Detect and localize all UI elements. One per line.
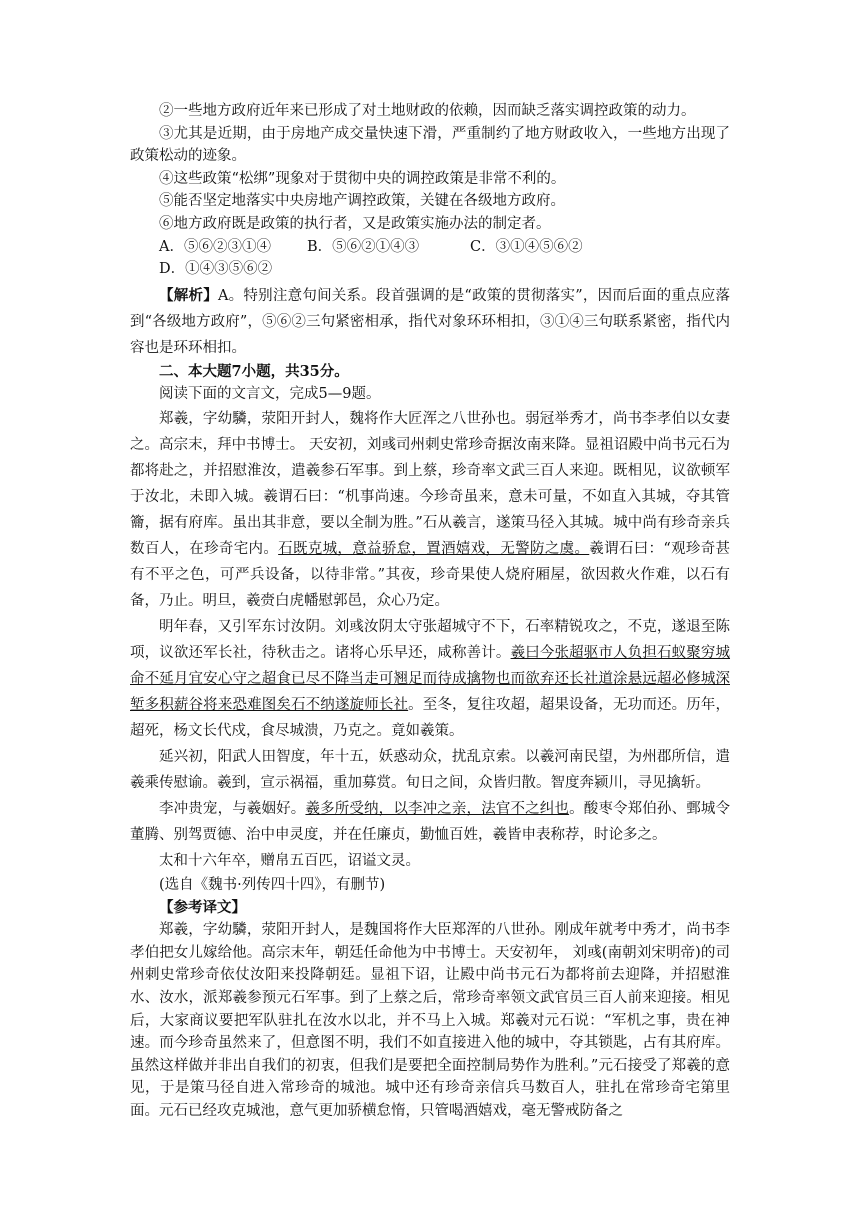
translation-text: 郑羲，字幼驎，荥阳开封人，是魏国将作大臣郑浑的八世孙。刚成年就考中秀才，尚书李孝伯把女儿嫁给他。高宗末年，朝廷任命他为中书博士。天安初年， 刘彧(南朝刘宋明帝)的司州刺史常珍奇依仗汝阳来投降朝廷。显祖下诏，让殿中尚书元石为都将前去迎降，并招慰淮水、汝水，派郑羲参预元石军事。到了上蔡之后，常珍奇率领文武官员三百人前来迎接。相见后，大家商议要把军队驻扎在汝水以北，并不马上入城。郑羲对元石说：“军机之事，贵在神速。而今珍奇虽然来了，但意图不明，我们不如直接进入他的城中，夺其锁匙，占有其府库。虽然这样做并非出自我们的初衷，但我们是要把全面控制局势作为胜利。”元石接受了郑羲的意见，于是策马径自进入常珍奇的城池。城中还有珍奇亲信兵马数百人，驻扎在常珍奇宅第里面。元石已经攻克城池，意气更加骄横怠惰，只管喝酒嬉戏，毫无警戒防备之	[130, 922, 730, 1119]
passage-paragraph-2	[130, 614, 730, 744]
passage-text: 明年春，又引军东讨汝阴。刘彧汝阴太守张超城守不下，石率精锐攻之，不克，遂退至陈项，议欲还军长社，待秋击之。诸将心乐早还，咸称善计。	[130, 618, 730, 661]
sentence-5: ⑤能否坚定地落实中央房地产调控政策，关键在各级地方政府。	[159, 193, 565, 210]
analysis	[130, 283, 730, 361]
passage-text: 羲谓石曰：“观珍奇甚有不平之色，可严兵设备，以待非常。”其夜，珍奇果使人烧府厢屋，欲因救火作难，以石有备，乃止。明旦，羲赍白虎幡慰郭邑，众心乃定。	[130, 540, 731, 609]
translation-label: 【参考译文】	[159, 898, 246, 916]
underlined-sentence-3: 羲多所受纳，以李冲之亲，法官不之纠也	[305, 800, 570, 817]
option-d: D．①④③⑤⑥②	[159, 261, 273, 278]
analysis-text: A。特别注意句间关系。段首强调的是“政策的贯彻落实”，因而后面的重点应落到“各级地方政府”，⑤⑥②三句紧密相承，指代对象环环相扣，③①④三句联系紧密，指代内容也是环环相扣。	[130, 287, 731, 356]
passage-text: 。至冬，复往攻超，超果设备，无功而还。历年，超死，杨文长代戍，食尽城溃，乃克之。竟如羲策。	[130, 696, 731, 739]
passage-text: 。酸枣令郑伯孙、鄄城令董腾、别驾贾德、治中申灵度，并在任廉贞，勤恤百姓，羲皆申表称荐，时论多之。	[130, 800, 731, 843]
sentence-3: ③尤其是近期，由于房地产成交量快速下滑，严重制约了地方财政收入，一些地方出现了政策松动的迹象。	[130, 125, 730, 165]
passage-paragraph-3: 延兴初，阳武人田智度，年十五，妖惑动众，扰乱京索。以羲河南民望，为州郡所信，遣羲乘传慰谕。羲到，宣示祸福，重加募赏。旬日之间，众皆归散。智度奔颍川，寻见擒斩。	[130, 748, 730, 791]
passage-paragraph-5: 太和十六年卒，赠帛五百匹，诏谥文灵。	[159, 852, 420, 869]
answer-options	[130, 236, 730, 281]
sentence-2: ②一些地方政府近年来已形成了对土地财政的依赖，因而缺乏落实调控政策的动力。	[159, 103, 696, 119]
passage-text: 李冲贵宠，与羲姻好。	[159, 800, 306, 817]
document-page	[130, 100, 730, 1122]
option-c: C．③①④⑤⑥②	[470, 238, 583, 255]
underlined-sentence-2: 羲曰今张超驱市人负担石蚁聚穷城命不延月宜安心守之超食已尽不降当走可翘足而待成擒物也而欲弃还长社道涂悬远超必修城深堑多积薪谷将来恐难图矣石不纳遂旋师长社	[130, 644, 731, 713]
section-title: 二、本大题7小题，共35分。	[159, 362, 349, 380]
passage-text: 郑羲，字幼驎，荥阳开封人，魏将作大匠浑之八世孙也。弱冠举秀才，尚书李孝伯以女妻之。高宗末，拜中书博士。 天安初，刘彧司州刺史常珍奇据汝南来降。显祖诏殿中尚书元石为都将赴之，并招慰淮汝，遣羲参石军事。到上蔡，珍奇率文武三百人来迎。既相见，议欲顿军于汝北，未即入城。羲谓石曰：“机事尚速。今珍奇虽来，意未可量，不如直入其城，夺其管籥，据有府库。虽出其非意，要以全制为胜。”石从羲言，遂策马径入其城。城中尚有珍奇亲兵数百人，在珍奇宅内。	[130, 410, 730, 557]
underlined-sentence-1: 石既克城，意益骄怠，置酒嬉戏，无警防之虞。	[278, 540, 590, 557]
option-b: B．⑤⑥②①④③	[307, 238, 420, 255]
analysis-label: 【解析】	[159, 286, 218, 304]
passage-paragraph-1	[130, 406, 730, 614]
section-instruction: 阅读下面的文言文，完成5—9题。	[159, 386, 381, 403]
sentence-6: ⑥地方政府既是政策的执行者，又是政策实施办法的制定者。	[159, 215, 551, 232]
sentence-4: ④这些政策“松绑”现象对于贯彻中央的调控政策是非常不利的。	[159, 170, 566, 187]
passage-paragraph-4	[130, 796, 730, 848]
option-a: A．⑤⑥②③①④	[159, 238, 271, 255]
passage-source: (选自《魏书·列传四十四》，有删节)	[159, 876, 386, 893]
